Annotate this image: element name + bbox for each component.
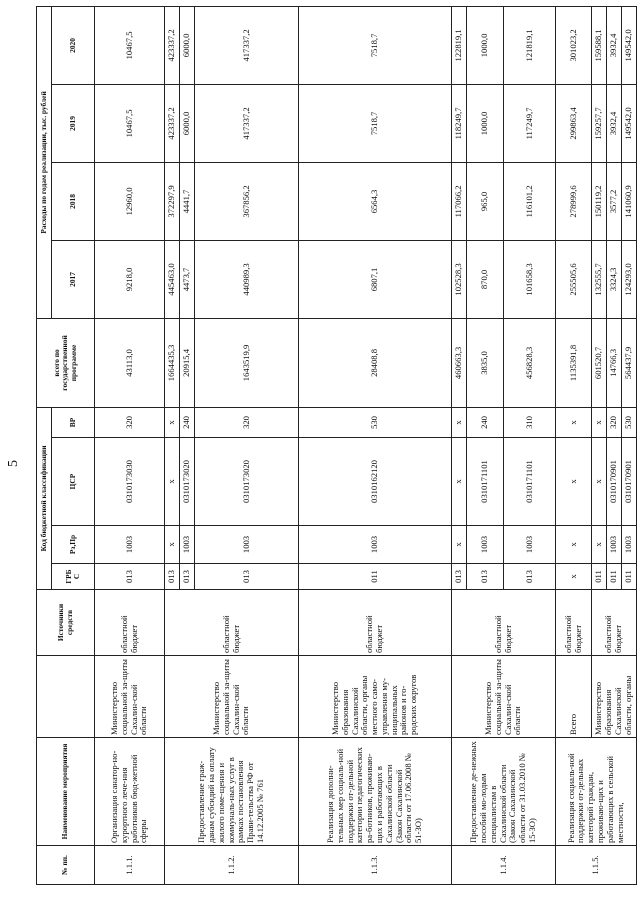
y2019-cell: 3932,4: [607, 84, 622, 162]
y2020-cell: 6000,0: [180, 6, 195, 84]
rzpr-cell: х: [592, 526, 607, 564]
vr-cell: х: [556, 407, 592, 437]
y2020-cell: 7518,7: [299, 6, 452, 84]
y2019-cell: 149542,0: [622, 84, 637, 162]
total-cell: 564437,9: [622, 318, 637, 407]
header-name: Наименование мероприятия: [37, 738, 95, 846]
total-cell: 28408,8: [299, 318, 452, 407]
y2018-cell: 372297,9: [165, 162, 180, 240]
row-number: 1.1.3.: [299, 846, 452, 885]
y2018-cell: 116101,2: [504, 162, 556, 240]
csr-cell: х: [556, 438, 592, 526]
y2017-cell: 870,0: [467, 240, 504, 318]
grbs-cell: 013: [467, 564, 504, 590]
table-row: [556, 6, 592, 884]
y2017-cell: 440989,3: [195, 240, 299, 318]
y2019-cell: 417337,2: [195, 84, 299, 162]
measure-name: Реализация социаль-ной поддержки от-дельных категорий граждан, проживаю-щих и работающих в сельской местности,: [556, 738, 637, 846]
page-number: 5: [6, 460, 21, 467]
grbs-cell: 013: [504, 564, 556, 590]
grbs-cell: 011: [607, 564, 622, 590]
row-number: 1.1.5.: [556, 846, 637, 885]
total-cell: 601520,7: [592, 318, 607, 407]
funding-source: областной бюджет: [95, 590, 165, 656]
grbs-cell: х: [556, 564, 592, 590]
funding-source-total: областной бюджет: [556, 590, 592, 656]
y2018-cell: 141060,9: [622, 162, 637, 240]
total-cell: 456828,3: [504, 318, 556, 407]
y2020-cell: 301023,2: [556, 6, 592, 84]
measure-name: Реализация дополни-тельных мер социаль-ной поддержки от-дельной категории педагогических ра-ботников, проживаю-щих и работающих в Сахалинской области (Закон Сахалинской области от 17.06.2008 № 51-ЗО): [299, 738, 452, 846]
header-2018: 2018: [52, 162, 95, 240]
grbs-cell: 013: [95, 564, 165, 590]
vr-cell: 320: [195, 407, 299, 437]
total-cell: 14766,3: [607, 318, 622, 407]
executor: Министерство социальной за-щиты Сахалин-ской области: [165, 656, 299, 738]
y2018-cell: 12960,0: [95, 162, 165, 240]
measure-name: Организация санатор-но-курортного лече-ния работников бюд-жетной сферы: [95, 738, 165, 846]
rzpr-cell: 1003: [622, 526, 637, 564]
total-cell: 20915,4: [180, 318, 195, 407]
rzpr-cell: 1003: [95, 526, 165, 564]
y2019-cell: 117249,7: [504, 84, 556, 162]
header-2020: 2020: [52, 6, 95, 84]
y2017-cell: 132555,7: [592, 240, 607, 318]
total-cell: 1135391,8: [556, 318, 592, 407]
y2017-cell: 102528,3: [452, 240, 467, 318]
vr-cell: 240: [180, 407, 195, 437]
rzpr-cell: 1003: [195, 526, 299, 564]
executor: Министерство образования Сахалинской области, органы местного само-управления му-ниципальных районов и го-родских округов: [299, 656, 452, 738]
csr-cell: 0310170901: [607, 438, 622, 526]
csr-cell: х: [165, 438, 180, 526]
total-cell: 3835,0: [467, 318, 504, 407]
table-row: [299, 6, 452, 884]
budget-table: [36, 6, 637, 885]
rzpr-cell: х: [165, 526, 180, 564]
header-vr: ВР: [52, 407, 95, 437]
y2019-cell: 423337,2: [165, 84, 180, 162]
y2020-cell: 417337,2: [195, 6, 299, 84]
grbs-cell: 011: [622, 564, 637, 590]
table-row: [452, 6, 467, 884]
y2019-cell: 1000,0: [467, 84, 504, 162]
y2018-cell: 150119,2: [592, 162, 607, 240]
vr-cell: 240: [467, 407, 504, 437]
y2018-cell: 117066,2: [452, 162, 467, 240]
y2017-cell: 3324,3: [607, 240, 622, 318]
funding-source: областной бюджет: [165, 590, 299, 656]
rzpr-cell: 1003: [467, 526, 504, 564]
y2017-cell: 9218,0: [95, 240, 165, 318]
y2020-cell: 122819,1: [452, 6, 467, 84]
vr-cell: х: [452, 407, 467, 437]
y2018-cell: 6564,3: [299, 162, 452, 240]
vr-cell: 530: [622, 407, 637, 437]
table-row: [95, 6, 165, 884]
y2017-cell: 445463,0: [165, 240, 180, 318]
measure-name: Предоставление де-нежных пособий мо-лодым специалистам в Сахалинской области (Закон Сахалинской области от 31.03.2010 № 15-ЗО): [452, 738, 556, 846]
total-cell: 1664435,3: [165, 318, 180, 407]
vr-cell: 320: [95, 407, 165, 437]
grbs-cell: 011: [592, 564, 607, 590]
funding-source: областной бюджет: [592, 590, 637, 656]
y2018-cell: 4441,7: [180, 162, 195, 240]
header-no: № пп.: [37, 846, 95, 885]
csr-cell: х: [452, 438, 467, 526]
header-total: всего по государственной программе: [37, 318, 95, 407]
header-grbs: ГРБ С: [52, 564, 95, 590]
grbs-cell: 011: [299, 564, 452, 590]
y2017-cell: 4473,7: [180, 240, 195, 318]
grbs-cell: 013: [452, 564, 467, 590]
csr-cell: 0310173020: [195, 438, 299, 526]
y2017-cell: 124293,0: [622, 240, 637, 318]
y2020-cell: 10467,5: [95, 6, 165, 84]
y2020-cell: 159588,1: [592, 6, 607, 84]
grbs-cell: 013: [195, 564, 299, 590]
y2020-cell: 149542,0: [622, 6, 637, 84]
csr-cell: 0310173030: [95, 438, 165, 526]
table-row: [165, 6, 180, 884]
vr-cell: 320: [607, 407, 622, 437]
csr-cell: 0310171101: [467, 438, 504, 526]
rzpr-cell: 1003: [180, 526, 195, 564]
row-number: 1.1.4.: [452, 846, 556, 885]
csr-cell: 0310162120: [299, 438, 452, 526]
header-rzpr: Рз,Пр: [52, 526, 95, 564]
y2020-cell: 121819,1: [504, 6, 556, 84]
header-years-group: Расходы по годам реализации, тыс. рублей: [37, 6, 52, 318]
y2018-cell: 3577,2: [607, 162, 622, 240]
y2019-cell: 299863,4: [556, 84, 592, 162]
y2019-cell: 159257,7: [592, 84, 607, 162]
y2017-cell: 101658,3: [504, 240, 556, 318]
vr-cell: х: [165, 407, 180, 437]
rzpr-cell: 1003: [607, 526, 622, 564]
header-2019: 2019: [52, 84, 95, 162]
rzpr-cell: х: [556, 526, 592, 564]
rzpr-cell: 1003: [504, 526, 556, 564]
y2020-cell: 1000,0: [467, 6, 504, 84]
y2017-cell: 255505,6: [556, 240, 592, 318]
csr-cell: 0310170901: [622, 438, 637, 526]
y2017-cell: 6807,1: [299, 240, 452, 318]
row-number: 1.1.2.: [165, 846, 299, 885]
total-cell: 1643519,9: [195, 318, 299, 407]
executor-total: Всего: [556, 656, 592, 738]
executor: Министерство социальной за-щиты Сахалин-ской области: [452, 656, 556, 738]
vr-cell: 310: [504, 407, 556, 437]
header-kbk-group: Код бюджетной классификации: [37, 407, 52, 589]
rzpr-cell: 1003: [299, 526, 452, 564]
funding-source: областной бюджет: [452, 590, 556, 656]
grbs-cell: 013: [180, 564, 195, 590]
executor: Министерство социальной за-щиты Сахалин-ской области: [95, 656, 165, 738]
header-csr: ЦСР: [52, 438, 95, 526]
measure-name: Предоставление граж-данам субсидий на оплату жилого поме-щения и коммуналь-ных услуг в рамках постановления Прави-тельства РФ от 14.12.2005 № 761: [165, 738, 299, 846]
grbs-cell: 013: [165, 564, 180, 590]
y2020-cell: 423337,2: [165, 6, 180, 84]
executor: Министерство образования Сахалинской области, органы: [592, 656, 637, 738]
y2018-cell: 965,0: [467, 162, 504, 240]
rzpr-cell: х: [452, 526, 467, 564]
funding-source: областной бюджет: [299, 590, 452, 656]
total-cell: 460663,3: [452, 318, 467, 407]
y2020-cell: 3932,4: [607, 6, 622, 84]
y2018-cell: 367856,2: [195, 162, 299, 240]
header-executor: [37, 656, 95, 738]
y2019-cell: 10467,5: [95, 84, 165, 162]
csr-cell: х: [592, 438, 607, 526]
y2018-cell: 278999,6: [556, 162, 592, 240]
y2019-cell: 6000,0: [180, 84, 195, 162]
csr-cell: 0310171101: [504, 438, 556, 526]
row-number: 1.1.1.: [95, 846, 165, 885]
vr-cell: 530: [299, 407, 452, 437]
csr-cell: 0310173020: [180, 438, 195, 526]
y2019-cell: 118249,7: [452, 84, 467, 162]
header-2017: 2017: [52, 240, 95, 318]
header-source: Источники средств: [37, 590, 95, 656]
total-cell: 43113,0: [95, 318, 165, 407]
vr-cell: х: [592, 407, 607, 437]
y2019-cell: 7518,7: [299, 84, 452, 162]
